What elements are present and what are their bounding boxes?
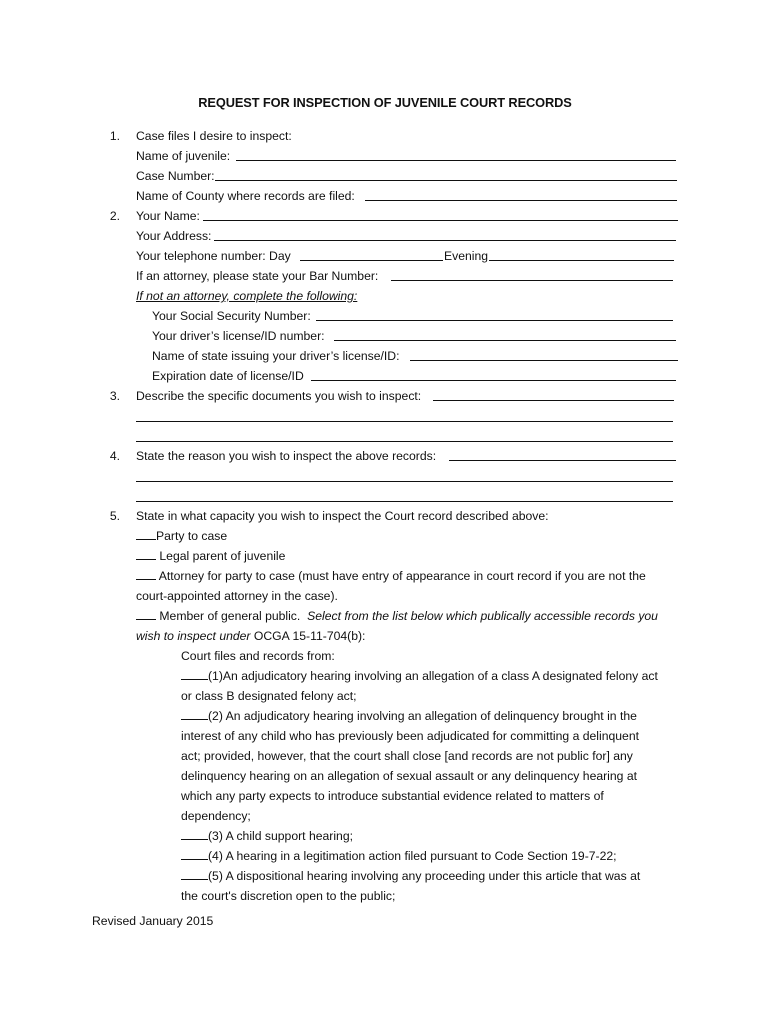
section-number: 5. (109, 509, 120, 523)
option-1-text-continued: or class B designated felony act; (181, 689, 357, 703)
documents-extra-line[interactable] (136, 421, 673, 422)
address-label: Your Address: (136, 229, 212, 243)
option-public-row (0, 606, 770, 626)
license-number-row (0, 326, 770, 346)
record-option-2-cont (0, 746, 770, 766)
attorney-checkbox-blank[interactable] (136, 566, 156, 580)
license-number-field[interactable] (334, 340, 676, 341)
option-5-blank[interactable] (181, 866, 208, 880)
capacity-label: State in what capacity you wish to inspect the Court record described above: (136, 509, 549, 523)
ssn-field[interactable] (316, 320, 673, 321)
expiration-row (0, 366, 770, 386)
option-parent-row (0, 546, 770, 566)
section-number: 3. (109, 389, 120, 403)
option-5-text: (5) A dispositional hearing involving any proceeding under this article that was at (208, 869, 641, 883)
option-2-text: (2) An adjudicatory hearing involving an allegation of delinquency brought in the (208, 709, 637, 723)
documents-row (0, 386, 770, 406)
documents-field[interactable] (433, 400, 674, 401)
option-1-blank[interactable] (181, 666, 208, 680)
option-attorney-row-2 (0, 586, 770, 606)
page-title: REQUEST FOR INSPECTION OF JUVENILE COURT RECORDS (198, 95, 572, 110)
ocga-reference: OCGA 15-11-704(b): (250, 629, 366, 643)
telephone-row (0, 246, 770, 266)
party-checkbox-blank[interactable] (136, 526, 156, 540)
ssn-row (0, 306, 770, 326)
license-state-label: Name of state issuing your driver’s license/ID: (152, 349, 400, 363)
documents-label: Describe the specific documents you wish to inspect: (136, 389, 422, 403)
attorney-label: Attorney for party to case (must have entry of appearance in court record if you are not the (156, 569, 646, 583)
section-number: 4. (109, 449, 120, 463)
address-field[interactable] (214, 240, 676, 241)
parent-label: Legal parent of juvenile (156, 549, 286, 563)
option-4-text: (4) A hearing in a legitimation action filed pursuant to Code Section 19-7-22; (208, 849, 617, 863)
section-number: 1. (109, 129, 120, 143)
license-state-row (0, 346, 770, 366)
record-option-2-cont (0, 726, 770, 746)
documents-extra-line[interactable] (136, 441, 673, 442)
public-select-text-2: wish to inspect under (136, 629, 251, 643)
your-name-label: Your Name: (136, 209, 200, 223)
party-label: Party to case (156, 529, 228, 543)
option-2-text-c: act; provided, however, that the court shall close [and records are not public for] any (181, 749, 633, 763)
record-option-4 (0, 846, 770, 866)
option-public-row-2 (0, 626, 770, 646)
record-option-1 (0, 666, 770, 686)
revision-footer: Revised January 2015 (92, 914, 214, 928)
expiration-label: Expiration date of license/ID (152, 369, 304, 383)
bar-number-row (0, 266, 770, 286)
juvenile-name-field[interactable] (236, 160, 676, 161)
option-5-text-continued: the court's discretion open to the public; (181, 889, 396, 903)
option-2-blank[interactable] (181, 706, 208, 720)
record-option-2-cont (0, 766, 770, 786)
telephone-day-label: Your telephone number: Day (136, 249, 291, 263)
public-label: Member of general public. (156, 609, 301, 623)
court-files-row (0, 646, 770, 666)
court-files-label: Court files and records from: (181, 649, 335, 663)
telephone-evening-field[interactable] (489, 260, 674, 261)
option-party-row (0, 526, 770, 546)
case-number-label: Case Number: (136, 169, 215, 183)
county-label: Name of County where records are filed: (136, 189, 355, 203)
juvenile-name-row (0, 146, 770, 166)
section-number: 2. (109, 209, 120, 223)
record-option-2 (0, 706, 770, 726)
record-option-2-cont (0, 786, 770, 806)
county-row (0, 186, 770, 206)
option-4-blank[interactable] (181, 846, 208, 860)
parent-checkbox-blank[interactable] (136, 546, 156, 560)
bar-number-label: If an attorney, please state your Bar Number: (136, 269, 379, 283)
reason-row (0, 446, 770, 466)
record-option-5 (0, 866, 770, 886)
your-name-row (0, 206, 770, 226)
reason-label: State the reason you wish to inspect the above records: (136, 449, 437, 463)
option-2-text-b: interest of any child who has previously been adjudicated for committing a delinquent (181, 729, 639, 743)
non-attorney-heading: If not an attorney, complete the following: (136, 289, 358, 303)
record-option-5-cont (0, 886, 770, 906)
public-select-text: Select from the list below which publically accessible records you (307, 609, 658, 623)
attorney-label-continued: court-appointed attorney in the case). (136, 589, 338, 603)
county-field[interactable] (365, 200, 677, 201)
capacity-row (0, 506, 770, 526)
bar-number-field[interactable] (391, 280, 673, 281)
reason-extra-line[interactable] (136, 481, 673, 482)
telephone-day-field[interactable] (300, 260, 443, 261)
record-option-1-cont (0, 686, 770, 706)
case-number-field[interactable] (215, 180, 677, 181)
record-option-2-cont (0, 806, 770, 826)
expiration-field[interactable] (311, 380, 676, 381)
juvenile-name-label: Name of juvenile: (136, 149, 231, 163)
option-2-text-e: which any party expects to introduce substantial evidence related to matters of (181, 789, 604, 803)
license-state-field[interactable] (410, 360, 678, 361)
record-option-3 (0, 826, 770, 846)
case-number-row (0, 166, 770, 186)
option-1-text: (1)An adjudicatory hearing involving an allegation of a class A designated felony act (208, 669, 658, 683)
license-number-label: Your driver’s license/ID number: (152, 329, 325, 343)
option-3-blank[interactable] (181, 826, 208, 840)
option-attorney-row (0, 566, 770, 586)
telephone-evening-label: Evening (444, 249, 489, 263)
reason-field[interactable] (449, 460, 676, 461)
option-2-text-d: delinquency hearing on an allegation of sexual assault or any delinquency hearing at (181, 769, 637, 783)
your-name-field[interactable] (203, 220, 678, 221)
non-attorney-row (0, 286, 770, 306)
ssn-label: Your Social Security Number: (152, 309, 311, 323)
option-2-text-f: dependency; (181, 809, 251, 823)
public-checkbox-blank[interactable] (136, 606, 156, 620)
option-3-text: (3) A child support hearing; (208, 829, 353, 843)
reason-extra-line[interactable] (136, 501, 673, 502)
section-1-heading: Case files I desire to inspect: (136, 129, 292, 143)
address-row (0, 226, 770, 246)
